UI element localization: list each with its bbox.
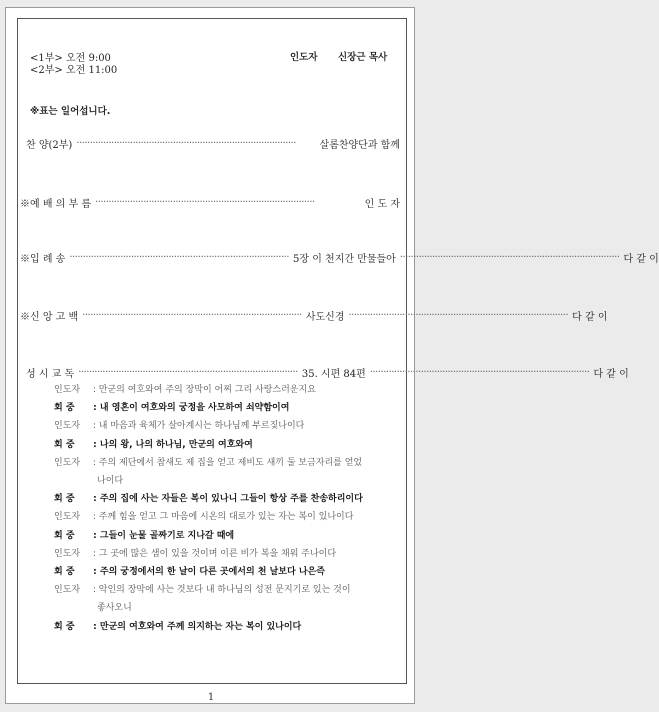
- reading-text: 나의 왕, 나의 하나님, 만군의 여호와여: [99, 439, 253, 450]
- leader-line: [54, 455, 362, 468]
- standing-note: ※표는 일어섭니다.: [30, 106, 111, 117]
- order-item: [20, 195, 400, 210]
- service-time-1: <1부> 오전 9:00: [30, 53, 111, 64]
- reading-text: 악인의 장막에 사는 것보다 내 하나님의 성전 문지기로 있는 것이: [98, 585, 351, 596]
- order-item: [26, 365, 629, 380]
- congregation-line: [54, 491, 363, 504]
- speaker-colon: :: [90, 457, 99, 468]
- order-item-title: 찬 양(2부): [26, 140, 73, 151]
- leader-line: [54, 546, 336, 559]
- congregation-line: [54, 437, 253, 450]
- order-item: [26, 136, 400, 151]
- reading-text: 주의 제단에서 참새도 제 집을 얻고 제비도 새끼 둘 보금자리를 얻었: [98, 457, 363, 468]
- speaker-colon: :: [90, 621, 100, 632]
- leader-dots: ··················································································: [82, 310, 302, 321]
- order-item-leader: 다 같 이: [593, 369, 629, 380]
- reading-text: 만군의 여호와여 주의 장막이 어찌 그리 사랑스러운지요: [98, 385, 316, 395]
- reading-text: 그 곳에 많은 샘이 있을 것이며 이른 비가 복을 채워 주나이다: [98, 548, 337, 559]
- speaker-label: 회 중: [54, 621, 75, 632]
- leader-line: [54, 418, 304, 431]
- order-item: [20, 250, 659, 265]
- order-item-detail: 35. 시편 84편: [301, 369, 366, 380]
- congregation-line: [54, 619, 301, 632]
- leader-label: 인도자: [290, 52, 318, 63]
- reading-continuation: 좋사오니: [97, 603, 132, 614]
- speaker-label: 인도자: [54, 385, 81, 395]
- reading-text: 내 마음과 육체가 살아계시는 하나님께 부르짖나이다: [98, 421, 305, 432]
- reading-text: 주의 집에 사는 자들은 복이 있나니 그들이 항상 주를 찬송하리이다: [99, 494, 363, 505]
- reading-text: 내 영혼이 여호와의 궁정을 사모하여 쇠약함이여: [99, 403, 290, 414]
- speaker-label: 회 중: [54, 530, 75, 541]
- speaker-colon: :: [90, 403, 100, 414]
- speaker-label: 회 중: [54, 567, 75, 577]
- order-item-detail: 사도신경: [305, 312, 345, 323]
- bulletin-frame: [17, 18, 659, 684]
- speaker-label: 회 중: [54, 439, 75, 450]
- order-item-title: ※입 례 송: [20, 254, 66, 265]
- order-item-title: ※예 배 의 부 름: [20, 199, 92, 210]
- order-item-leader: 인 도 자: [364, 199, 400, 210]
- leader-line: [54, 582, 351, 595]
- page-number: 1: [207, 692, 215, 703]
- speaker-colon: :: [90, 385, 99, 395]
- speaker-label: 회 중: [54, 403, 75, 414]
- speaker-colon: :: [90, 494, 100, 505]
- reading-text: 주의 궁정에서의 한 날이 다른 곳에서의 천 날보다 나은즉: [99, 567, 325, 577]
- order-item-title: ※신 앙 고 백: [20, 312, 79, 323]
- reading-text: 만군의 여호와여 주께 의지하는 자는 복이 있나이다: [99, 621, 302, 632]
- order-item-leader: 다 같 이: [572, 312, 608, 323]
- leader-dots: ··················································································: [369, 367, 590, 378]
- congregation-line: [54, 400, 289, 413]
- leader-dots: ··················································································: [69, 252, 289, 263]
- speaker-colon: :: [90, 421, 99, 432]
- reading-continuation: 나이다: [97, 476, 124, 486]
- speaker-label: 인도자: [54, 548, 81, 559]
- reading-text: 그들이 눈물 골짜기로 지나갈 때에: [99, 530, 235, 541]
- leader-dots: ··················································································: [399, 252, 620, 263]
- bulletin-page: [5, 7, 659, 704]
- order-item-leader: 다 같 이: [623, 254, 659, 265]
- speaker-colon: :: [90, 548, 99, 559]
- leader-dots: ··················································································: [95, 197, 315, 208]
- congregation-line: [54, 528, 234, 541]
- speaker-label: 회 중: [54, 494, 75, 505]
- leader-line: [54, 382, 316, 395]
- speaker-colon: :: [90, 439, 100, 450]
- speaker-colon: :: [90, 567, 100, 577]
- speaker-colon: :: [90, 585, 99, 596]
- service-time-2: <2부> 오전 11:00: [30, 65, 118, 76]
- speaker-colon: :: [90, 512, 99, 523]
- leader-dots: ··················································································: [76, 138, 296, 149]
- order-item-title: 성 시 교 독: [26, 369, 75, 380]
- order-item-detail: 5장 이 천지간 만물들아: [293, 254, 396, 265]
- speaker-label: 인도자: [54, 457, 81, 468]
- order-item-leader: 살롬찬양단과 함께: [319, 140, 400, 151]
- reading-text: 주께 힘을 얻고 그 마음에 시온의 대로가 있는 자는 복이 있나이다: [98, 512, 354, 523]
- leader-dots: ··················································································: [348, 310, 569, 321]
- order-item: [20, 308, 608, 323]
- speaker-colon: :: [90, 530, 100, 541]
- leader-dots: ··················································································: [78, 367, 298, 378]
- leader-line: [54, 509, 353, 522]
- speaker-label: 인도자: [54, 585, 81, 596]
- leader-name: 신장근 목사: [338, 52, 388, 63]
- speaker-label: 인도자: [54, 512, 81, 523]
- speaker-label: 인도자: [54, 421, 81, 432]
- congregation-line: [54, 564, 325, 577]
